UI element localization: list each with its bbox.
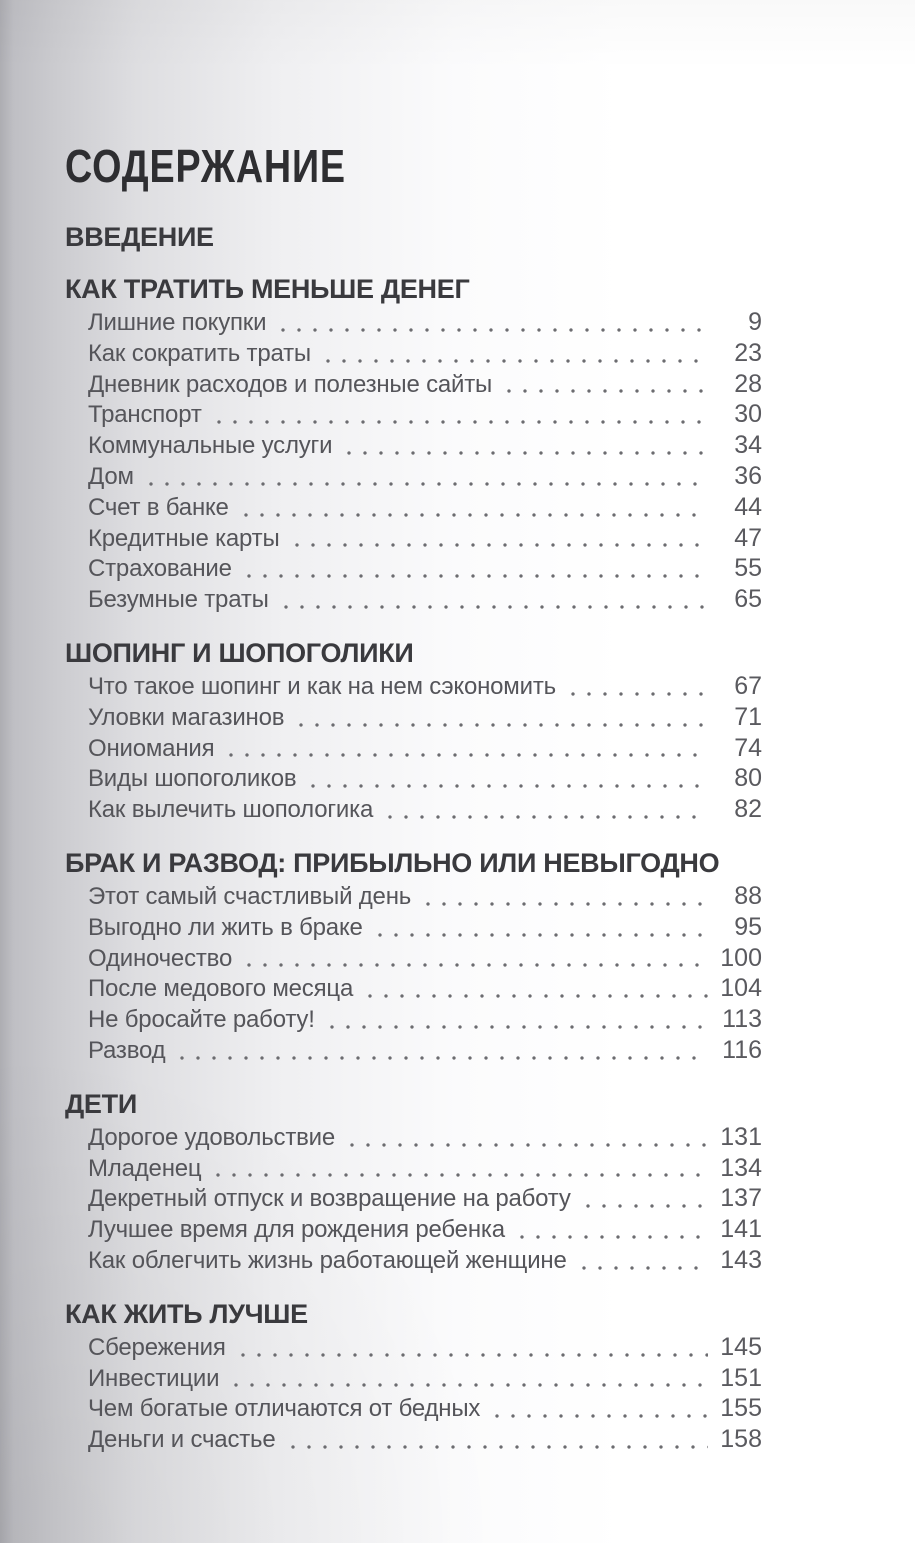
book-page: [65, 140, 762, 1456]
dot-leader: [275, 328, 708, 332]
entry-page-number: 131: [720, 1122, 762, 1151]
entry-label: Уловки магазинов: [88, 703, 285, 731]
entry-label: Младенец: [88, 1154, 202, 1182]
dot-leader: [241, 574, 708, 578]
dot-leader: [241, 963, 708, 967]
entry-label: Дорогое удовольствие: [88, 1123, 336, 1151]
entry-page-number: 88: [734, 881, 762, 910]
entry-page-number: 134: [720, 1153, 762, 1182]
section-heading: КАК ТРАТИТЬ МЕНЬШЕ ДЕНЕГ: [65, 274, 470, 304]
toc-row: [88, 1123, 762, 1154]
toc-section: [65, 638, 762, 826]
entry-page-number: 44: [734, 492, 762, 521]
entry-label: Как вылечить шопологика: [88, 796, 374, 824]
entry-label: Страхование: [88, 555, 232, 583]
entry-page-number: 23: [734, 338, 762, 367]
entry-page-number: 116: [722, 1035, 762, 1064]
dot-leader: [514, 1235, 708, 1239]
dot-leader: [211, 420, 708, 424]
dot-leader: [174, 1056, 708, 1060]
toc-row: [88, 944, 762, 975]
section-heading: ВВЕДЕНИЕ: [65, 222, 214, 252]
dot-leader: [289, 543, 708, 547]
toc-row: [88, 734, 762, 765]
dot-leader: [278, 605, 708, 609]
toc-entry-list: [88, 1123, 762, 1277]
entry-label: Не бросайте работу!: [88, 1006, 315, 1034]
entry-label: Ониомания: [88, 734, 215, 762]
entry-label: После медового месяца: [88, 975, 354, 1003]
section-heading: ШОПИНГ И ШОПОГОЛИКИ: [65, 637, 414, 668]
toc-row: [88, 370, 762, 401]
dot-leader: [501, 389, 708, 393]
entry-page-number: 9: [748, 308, 762, 336]
entry-label: Одиночество: [88, 944, 233, 972]
toc-row: [88, 672, 762, 703]
toc-row: [88, 554, 762, 585]
toc-row: [88, 462, 762, 493]
entry-label: Лишние покупки: [88, 309, 267, 336]
dot-leader: [228, 1383, 708, 1387]
table-of-contents: [65, 222, 762, 1456]
toc-row: [88, 1333, 762, 1364]
entry-page-number: 151: [720, 1363, 762, 1392]
entry-label: Чем богатые отличаются от бедных: [88, 1395, 481, 1423]
toc-row: [88, 585, 762, 616]
toc-entry-list: [88, 672, 762, 826]
dot-leader: [293, 723, 708, 727]
dot-leader: [210, 1173, 708, 1177]
entry-page-number: 71: [734, 702, 762, 731]
dot-leader: [489, 1414, 708, 1418]
toc-row: [88, 1036, 762, 1067]
entry-label: Лучшее время для рождения ребенка: [88, 1216, 505, 1244]
dot-leader: [235, 1353, 708, 1357]
dot-leader: [372, 933, 708, 937]
entry-label: Сбережения: [88, 1333, 226, 1361]
entry-page-number: 100: [720, 943, 762, 972]
dot-leader: [382, 815, 708, 819]
entry-label: Деньги и счастье: [88, 1426, 276, 1454]
entry-page-number: 28: [734, 369, 762, 398]
toc-row: [88, 308, 762, 339]
section-heading: БРАК И РАЗВОД: ПРИБЫЛЬНО ИЛИ НЕВЫГОДНО: [65, 847, 720, 878]
entry-page-number: 55: [734, 554, 762, 583]
entry-page-number: 155: [720, 1394, 762, 1423]
entry-page-number: 145: [720, 1332, 762, 1361]
entry-label: Безумные траты: [88, 586, 269, 614]
toc-row: [88, 974, 762, 1005]
dot-leader: [324, 1025, 708, 1029]
entry-label: Коммунальные услуги: [88, 432, 333, 460]
entry-label: Виды шопоголиков: [88, 765, 297, 793]
entry-label: Как облегчить жизнь работающей женщине: [88, 1246, 567, 1274]
entry-label: Инвестиции: [88, 1364, 220, 1392]
dot-leader: [576, 1266, 708, 1270]
entry-label: Транспорт: [88, 401, 202, 429]
toc-row: [88, 913, 762, 944]
dot-leader: [362, 994, 708, 998]
toc-entry-list: [88, 1333, 762, 1456]
page-title: СОДЕРЖАНИЕ: [65, 140, 346, 192]
toc-row: [88, 493, 762, 524]
dot-leader: [565, 692, 708, 696]
entry-label: Декретный отпуск и возвращение на работу: [88, 1185, 571, 1213]
entry-page-number: 113: [722, 1005, 762, 1034]
entry-page-number: 36: [734, 461, 762, 490]
dot-leader: [341, 451, 708, 455]
toc-row: [88, 1394, 762, 1425]
entry-page-number: 158: [720, 1425, 762, 1454]
dot-leader: [238, 513, 708, 517]
toc-row: [88, 339, 762, 370]
entry-page-number: 30: [734, 400, 762, 429]
entry-label: Этот самый счастливый день: [88, 882, 412, 910]
entry-page-number: 47: [734, 523, 762, 552]
toc-row: [88, 431, 762, 462]
entry-page-number: 80: [734, 764, 762, 793]
dot-leader: [580, 1204, 708, 1208]
toc-section: [65, 848, 762, 1067]
entry-label: Что такое шопинг и как на нем сэкономить: [88, 672, 556, 700]
entry-page-number: 82: [734, 795, 762, 824]
entry-page-number: 141: [720, 1215, 762, 1244]
toc-row: [88, 1246, 762, 1277]
toc-row: [88, 1425, 762, 1456]
toc-row: [88, 1154, 762, 1185]
toc-row: [88, 524, 762, 555]
toc-entry-list: [88, 308, 762, 616]
toc-section: [65, 1089, 762, 1277]
entry-page-number: 65: [734, 585, 762, 614]
section-heading: ДЕТИ: [65, 1088, 137, 1119]
toc-section: [65, 1299, 762, 1456]
dot-leader: [285, 1445, 709, 1449]
dot-leader: [223, 753, 708, 757]
entry-label: Счет в банке: [88, 493, 229, 521]
entry-page-number: 74: [734, 733, 762, 762]
entry-page-number: 95: [734, 912, 762, 941]
entry-label: Дом: [88, 462, 134, 490]
dot-leader: [305, 784, 708, 788]
entry-label: Дневник расходов и полезные сайты: [88, 370, 493, 398]
toc-row: [88, 795, 762, 826]
toc-entry-list: [88, 882, 762, 1067]
toc-row: [88, 400, 762, 431]
toc-row: [88, 1005, 762, 1036]
toc-row: [88, 1364, 762, 1395]
toc-row: [88, 1184, 762, 1215]
entry-label: Развод: [88, 1036, 166, 1064]
entry-label: Кредитные карты: [88, 524, 280, 552]
dot-leader: [143, 482, 708, 486]
section-heading: КАК ЖИТЬ ЛУЧШЕ: [65, 1298, 308, 1329]
toc-row: [88, 703, 762, 734]
toc-row: [88, 764, 762, 795]
toc-section: [65, 222, 762, 252]
entry-page-number: 143: [720, 1245, 762, 1274]
entry-label: Как сократить траты: [88, 339, 311, 367]
dot-leader: [320, 359, 708, 363]
toc-section: [65, 274, 762, 616]
toc-row: [88, 882, 762, 913]
entry-page-number: 137: [720, 1184, 762, 1213]
toc-row: [88, 1215, 762, 1246]
entry-label: Выгодно ли жить в браке: [88, 913, 363, 941]
dot-leader: [344, 1143, 708, 1147]
entry-page-number: 67: [734, 671, 762, 700]
entry-page-number: 104: [720, 974, 762, 1003]
dot-leader: [420, 902, 708, 906]
entry-page-number: 34: [734, 431, 762, 460]
